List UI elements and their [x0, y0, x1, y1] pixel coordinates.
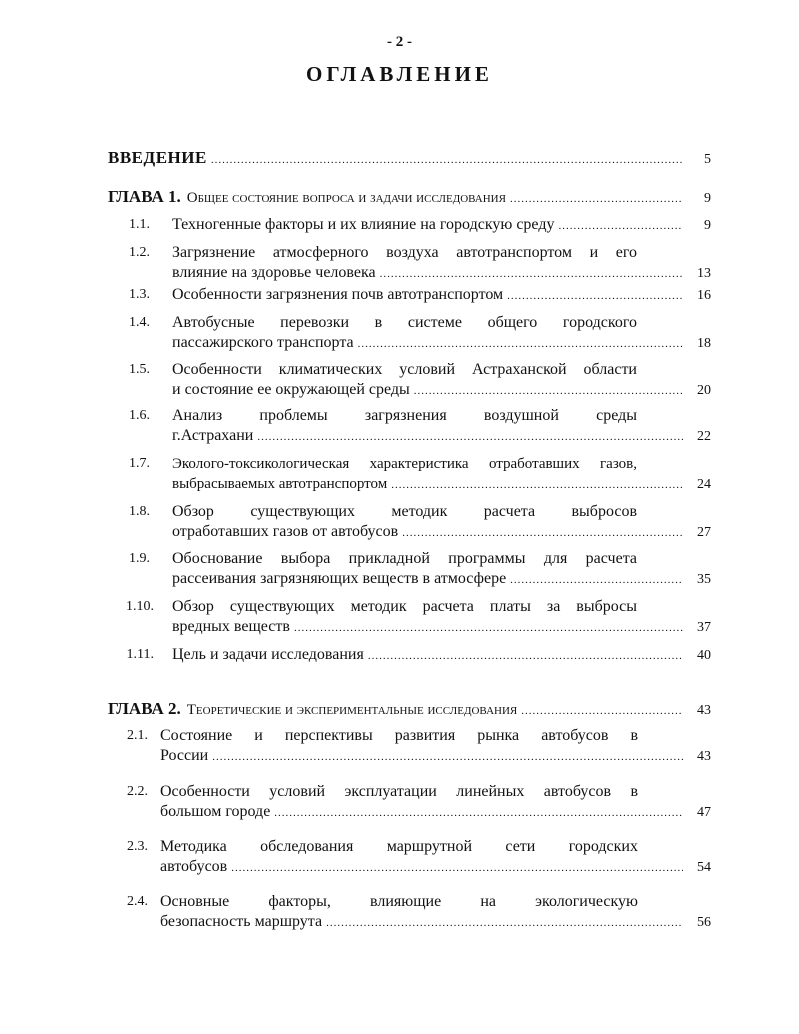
section-title: Обоснование выбора прикладной программы для расчета: [172, 550, 637, 567]
leader-dots: [294, 618, 683, 638]
page-title: ОГЛАВЛЕНИЕ: [306, 62, 493, 86]
section-title-cont: влияние на здоровье человека: [172, 264, 376, 281]
chapter-label: ГЛАВА 2.: [108, 699, 181, 718]
section-number: 2.1.: [127, 728, 148, 743]
page-ref: 47: [697, 805, 711, 820]
section-title: Основные факторы, влияющие на экологическую: [160, 893, 638, 910]
section-title-cont: выбрасываемых автотранспортом: [172, 476, 388, 492]
page-ref: 9: [704, 191, 711, 206]
section-title-cont: большом городе: [160, 803, 271, 820]
section-number: 1.10.: [126, 599, 154, 614]
page-ref: 5: [704, 152, 711, 167]
leader-dots: [211, 150, 683, 170]
section-title: Методика обследования маршрутной сети городских: [160, 838, 638, 855]
page-ref: 20: [697, 383, 711, 398]
section-title: Автобусные перевозки в системе общего городского: [172, 314, 637, 331]
section-number: 1.6.: [129, 408, 150, 423]
page-ref: 27: [697, 525, 711, 540]
section-title-cont: пассажирского транспорта: [172, 334, 354, 351]
chapter-title: Теоретические и экспериментальные исследования: [186, 702, 518, 718]
section-number: 1.11.: [126, 647, 154, 662]
page-ref: 24: [697, 477, 711, 492]
section-title-cont: безопасность маршрута: [160, 913, 323, 930]
page-ref: 22: [697, 429, 711, 444]
section-number: 1.2.: [129, 245, 150, 260]
section-number: 2.2.: [127, 784, 148, 799]
page-ref: 16: [697, 288, 711, 303]
section-title: Техногенные факторы и их влияние на городскую среду: [172, 216, 555, 233]
page-ref: 40: [697, 648, 711, 663]
leader-dots: [326, 913, 683, 933]
leader-dots: [212, 747, 683, 767]
leader-dots: [380, 264, 683, 284]
page-ref: 18: [697, 336, 711, 351]
leader-dots: [402, 523, 683, 543]
page-ref: 54: [697, 860, 711, 875]
section-title: Цель и задачи исследования: [172, 646, 364, 663]
page-ref: 43: [697, 703, 711, 718]
page-number: - 2 -: [387, 34, 412, 50]
leader-dots: [521, 701, 683, 721]
section-title: Загрязнение атмосферного воздуха автотранспортом и его: [172, 244, 637, 261]
section-number: 1.1.: [129, 217, 150, 232]
leader-dots: [507, 286, 683, 306]
page-ref: 37: [697, 620, 711, 635]
section-title-cont: г.Астрахани: [172, 427, 254, 444]
section-title-cont: рассеивания загрязняющих веществ в атмосфере: [172, 570, 507, 587]
section-title-cont: отработавших газов от автобусов: [172, 523, 399, 540]
section-title: Анализ проблемы загрязнения воздушной среды: [172, 407, 637, 424]
section-number: 2.4.: [127, 894, 148, 909]
leader-dots: [391, 475, 683, 495]
section-number: 1.5.: [129, 362, 150, 377]
section-title-cont: вредных веществ: [172, 618, 290, 635]
leader-dots: [558, 216, 683, 236]
leader-dots: [414, 381, 683, 401]
intro-title: ВВЕДЕНИЕ: [108, 148, 207, 167]
section-number: 2.3.: [127, 839, 148, 854]
page-ref: 35: [697, 572, 711, 587]
section-number: 1.7.: [129, 456, 150, 471]
leader-dots: [358, 334, 683, 354]
section-title: Эколого-токсикологическая характеристика отработавших газов,: [172, 456, 637, 472]
section-number: 1.3.: [129, 287, 150, 302]
section-title: Особенности условий эксплуатации линейных автобусов в: [160, 783, 638, 800]
leader-dots: [368, 646, 683, 666]
section-title: Обзор существующих методик расчета платы за выбросы: [172, 598, 637, 615]
section-title: Особенности загрязнения почв автотранспортом: [172, 286, 504, 303]
leader-dots: [231, 858, 683, 878]
section-title: Особенности климатических условий Астраханской области: [172, 361, 637, 378]
page-ref: 9: [704, 218, 711, 233]
section-title-cont: автобусов: [160, 858, 228, 875]
section-title-cont: России: [160, 747, 209, 764]
page-ref: 13: [697, 266, 711, 281]
leader-dots: [510, 570, 683, 590]
leader-dots: [510, 189, 683, 209]
section-number: 1.9.: [129, 551, 150, 566]
section-title: Состояние и перспективы развития рынка автобусов в: [160, 727, 638, 744]
leader-dots: [274, 803, 683, 823]
leader-dots: [257, 427, 683, 447]
section-number: 1.8.: [129, 504, 150, 519]
section-title: Обзор существующих методик расчета выбросов: [172, 503, 637, 520]
section-number: 1.4.: [129, 315, 150, 330]
page-ref: 43: [697, 749, 711, 764]
chapter-label: ГЛАВА 1.: [108, 187, 181, 206]
chapter-title: Общее состояние вопроса и задачи исследования: [186, 190, 506, 206]
section-title-cont: и состояние ее окружающей среды: [172, 381, 410, 398]
page-ref: 56: [697, 915, 711, 930]
